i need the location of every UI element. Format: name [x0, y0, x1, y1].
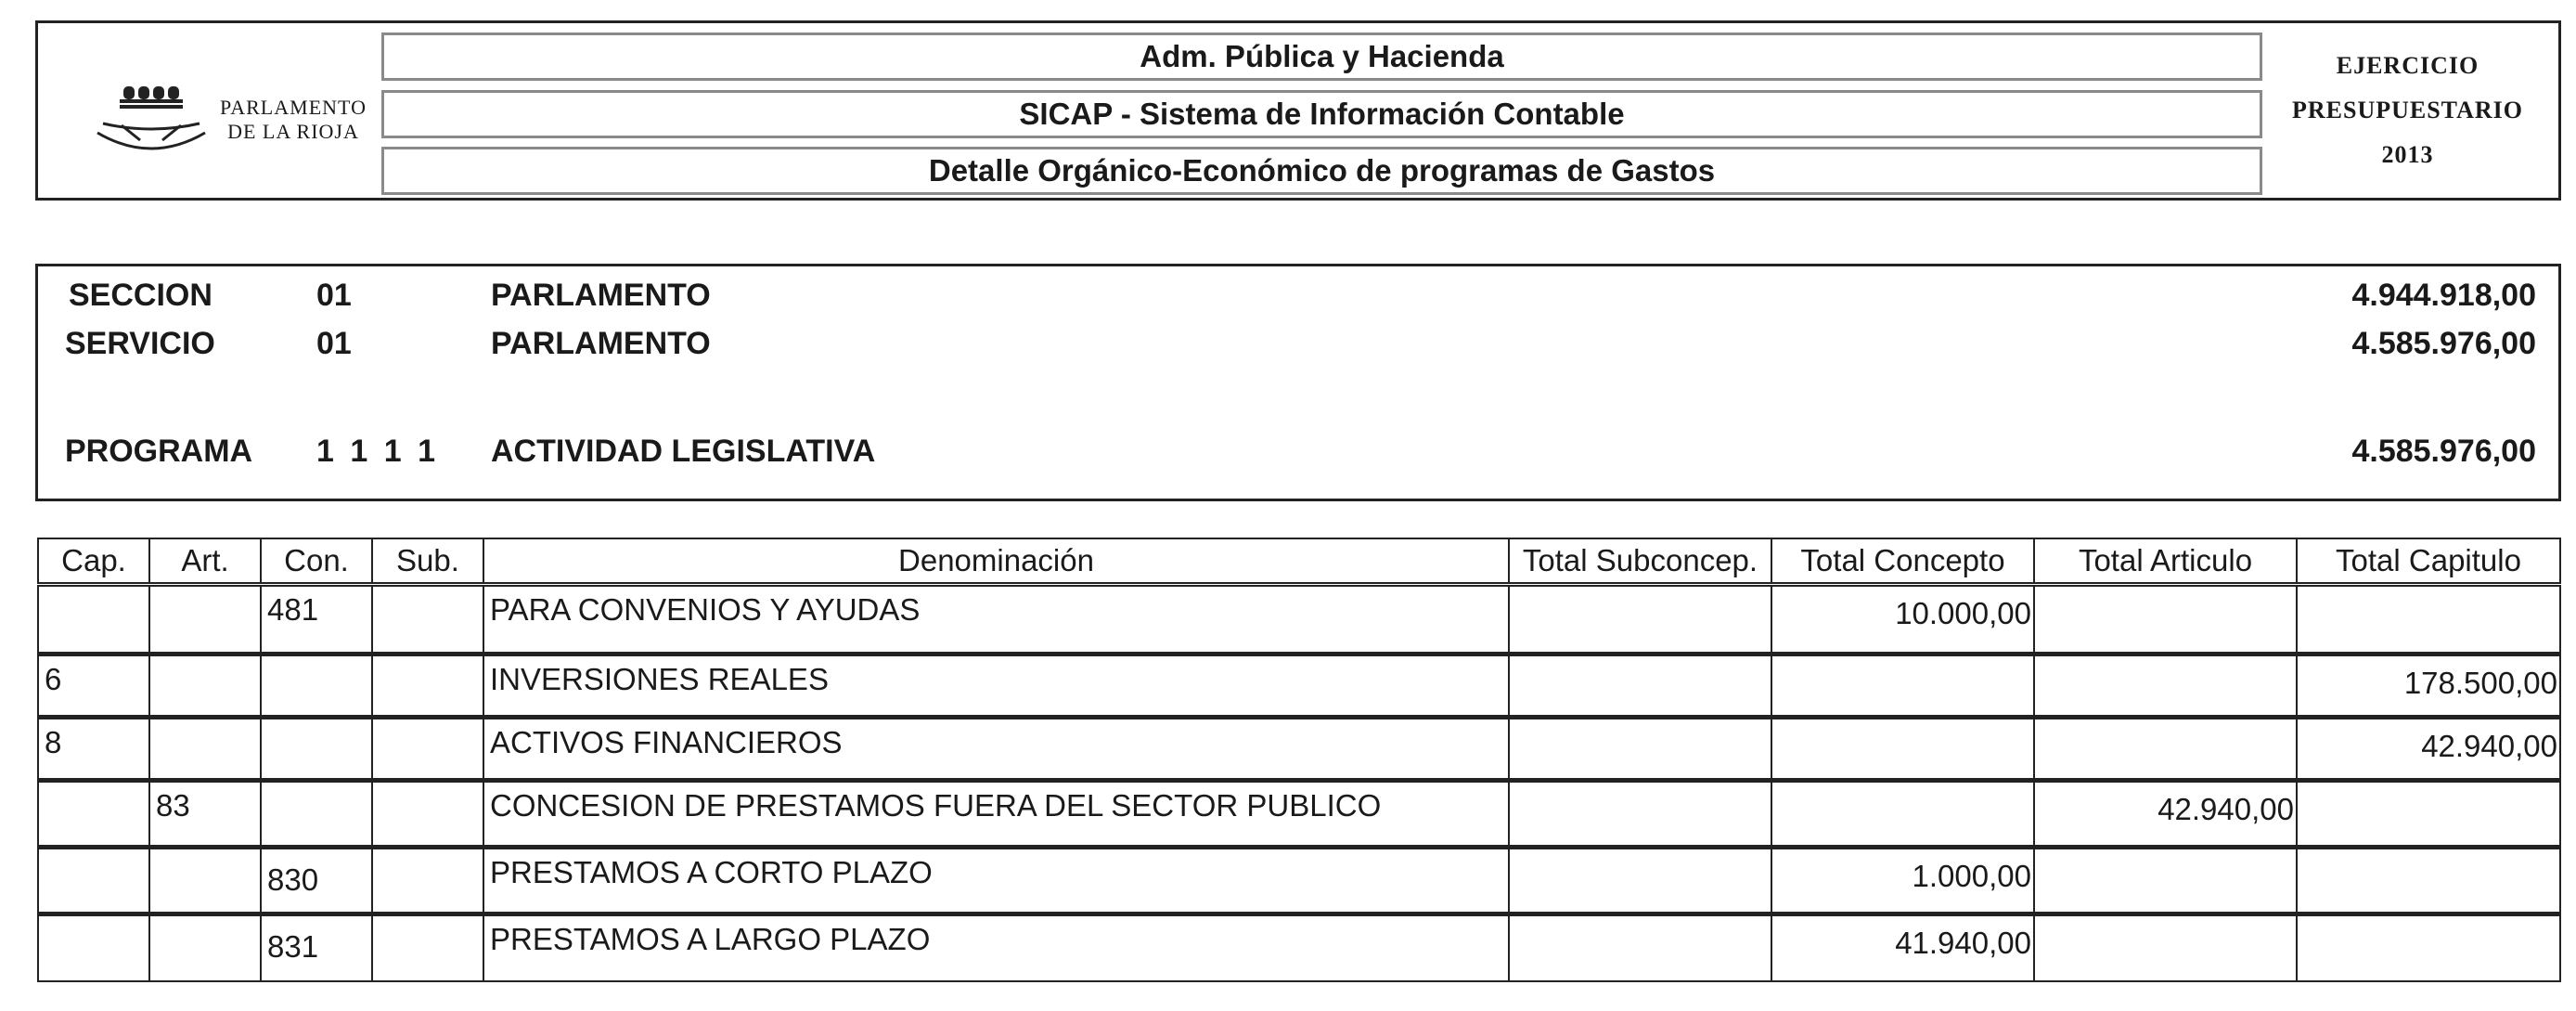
cell-total-articulo: [2034, 655, 2297, 718]
cell-denominacion: PRESTAMOS A LARGO PLAZO: [483, 914, 1509, 981]
cell-total-capitulo: 178.500,00: [2297, 655, 2560, 718]
ejercicio-label: EJERCICIO: [2336, 52, 2479, 79]
table-header-row: [38, 538, 2560, 585]
cell-art: [149, 848, 261, 914]
cell-sub: [372, 848, 483, 914]
cell-sub: [372, 914, 483, 981]
cell-con: [261, 781, 372, 848]
cell-cap: [38, 914, 149, 981]
col-header-denominacion: Denominación: [483, 538, 1509, 585]
cell-cap: 6: [38, 655, 149, 718]
fiscal-year-box: [2257, 23, 2558, 198]
cell-total-capitulo: [2297, 914, 2560, 981]
cell-total-subconcepto: [1509, 914, 1771, 981]
cell-denominacion: INVERSIONES REALES: [483, 655, 1509, 718]
logo-text: [191, 96, 395, 144]
programa-label: PROGRAMA: [65, 434, 253, 469]
cell-total-concepto: 41.940,00: [1771, 914, 2034, 981]
title-system: SICAP - Sistema de Información Contable: [381, 90, 2262, 138]
presupuestario-label: PRESUPUESTARIO: [2291, 97, 2523, 123]
logo-line-2: DE LA RIOJA: [227, 120, 359, 143]
seccion-name: PARLAMENTO: [491, 278, 711, 313]
col-header-total-articulo: Total Articulo: [2034, 538, 2297, 585]
cell-cap: [38, 848, 149, 914]
programa-code: 1 1 1 1: [316, 434, 435, 469]
cell-denominacion: PRESTAMOS A CORTO PLAZO: [483, 848, 1509, 914]
programa-name: ACTIVIDAD LEGISLATIVA: [491, 434, 876, 469]
expense-table: [37, 538, 2561, 982]
cell-cap: [38, 585, 149, 655]
cell-total-concepto: [1771, 655, 2034, 718]
cell-total-capitulo: 42.940,00: [2297, 718, 2560, 781]
cell-total-articulo: 42.940,00: [2034, 781, 2297, 848]
col-header-sub: Sub.: [372, 538, 483, 585]
cell-total-articulo: [2034, 718, 2297, 781]
cell-art: [149, 585, 261, 655]
cell-denominacion: CONCESION DE PRESTAMOS FUERA DEL SECTOR PUBLICO: [483, 781, 1509, 848]
cell-con: 830: [261, 848, 372, 914]
servicio-code: 01: [316, 326, 352, 361]
cell-total-capitulo: [2297, 781, 2560, 848]
cell-total-concepto: [1771, 718, 2034, 781]
cell-sub: [372, 585, 483, 655]
servicio-name: PARLAMENTO: [491, 326, 711, 361]
cell-total-concepto: 10.000,00: [1771, 585, 2034, 655]
cell-art: [149, 655, 261, 718]
cell-denominacion: ACTIVOS FINANCIEROS: [483, 718, 1509, 781]
logo-line-1: PARLAMENTO: [220, 96, 367, 119]
cell-sub: [372, 781, 483, 848]
cell-total-articulo: [2034, 585, 2297, 655]
cell-total-concepto: 1.000,00: [1771, 848, 2034, 914]
col-header-cap: Cap.: [38, 538, 149, 585]
cell-sub: [372, 718, 483, 781]
programa-amount: 4.585.976,00: [2351, 434, 2536, 469]
col-header-art: Art.: [149, 538, 261, 585]
cell-total-articulo: [2034, 914, 2297, 981]
cell-total-capitulo: [2297, 585, 2560, 655]
cell-con: 831: [261, 914, 372, 981]
cell-total-subconcepto: [1509, 718, 1771, 781]
table-row: [38, 718, 2560, 781]
table-row: [38, 848, 2560, 914]
cell-cap: 8: [38, 718, 149, 781]
table-row: [38, 585, 2560, 655]
servicio-amount: 4.585.976,00: [2351, 326, 2536, 361]
cell-denominacion: PARA CONVENIOS Y AYUDAS: [483, 585, 1509, 655]
cell-total-articulo: [2034, 848, 2297, 914]
fiscal-year: 2013: [2381, 141, 2434, 168]
cell-art: [149, 718, 261, 781]
title-report: Detalle Orgánico-Económico de programas de Gastos: [381, 147, 2262, 195]
cell-total-capitulo: [2297, 848, 2560, 914]
cell-sub: [372, 655, 483, 718]
seccion-amount: 4.944.918,00: [2351, 278, 2536, 313]
cell-total-subconcepto: [1509, 781, 1771, 848]
title-department: Adm. Pública y Hacienda: [381, 32, 2262, 81]
col-header-con: Con.: [261, 538, 372, 585]
cell-total-subconcepto: [1509, 585, 1771, 655]
table-row: [38, 914, 2560, 981]
cell-art: 83: [149, 781, 261, 848]
cell-con: [261, 655, 372, 718]
cell-total-subconcepto: [1509, 848, 1771, 914]
col-header-total-capitulo: Total Capitulo: [2297, 538, 2560, 585]
cell-cap: [38, 781, 149, 848]
section-info: [35, 264, 2561, 501]
report-header: [35, 20, 2561, 201]
col-header-total-subconcepto: Total Subconcep.: [1509, 538, 1771, 585]
col-header-total-concepto: Total Concepto: [1771, 538, 2034, 585]
table-row: [38, 781, 2560, 848]
cell-total-subconcepto: [1509, 655, 1771, 718]
cell-con: 481: [261, 585, 372, 655]
cell-con: [261, 718, 372, 781]
cell-art: [149, 914, 261, 981]
seccion-code: 01: [316, 278, 352, 313]
servicio-label: SERVICIO: [65, 326, 215, 361]
seccion-label: SECCION: [69, 278, 213, 313]
cell-total-concepto: [1771, 781, 2034, 848]
table-row: [38, 655, 2560, 718]
